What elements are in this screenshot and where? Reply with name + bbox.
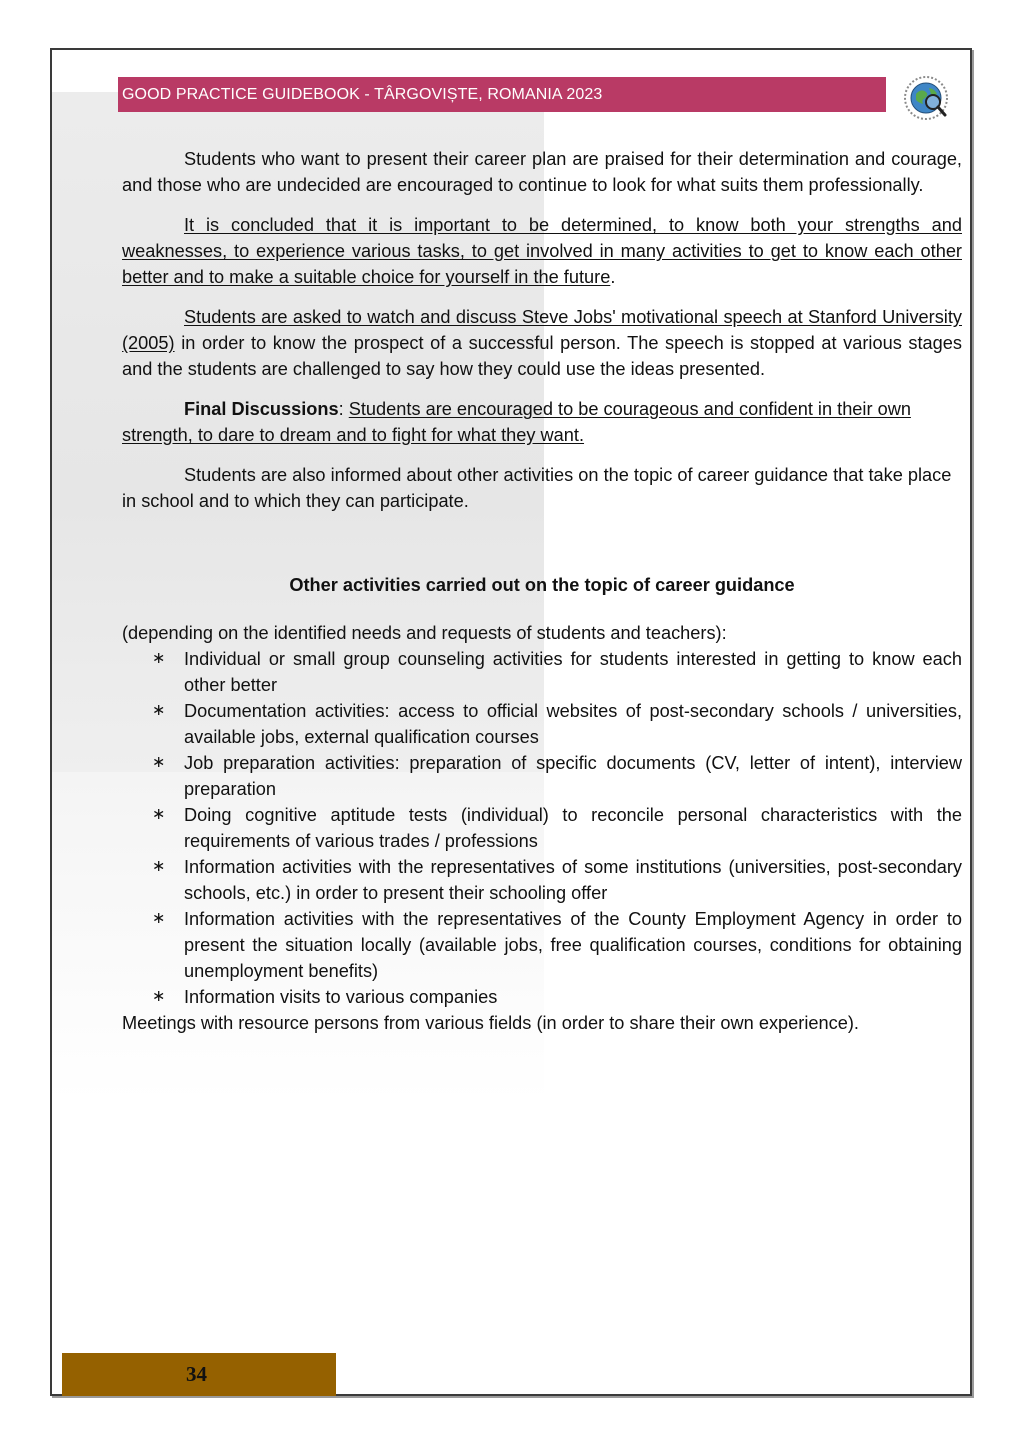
bullet-icon: ∗ bbox=[152, 650, 166, 667]
bullet-icon: ∗ bbox=[152, 988, 166, 1005]
activity-list bbox=[122, 646, 962, 1010]
list-item-text: Job preparation activities: preparation of specific documents (CV, letter of intent), interview preparation bbox=[184, 753, 962, 799]
list-item bbox=[152, 698, 962, 750]
section-closing: Meetings with resource persons from various fields (in order to share their own experience). bbox=[122, 1013, 859, 1033]
globe-magnifier-icon bbox=[902, 74, 950, 122]
final-discussions-text: Students are encouraged to be courageous and confident in their own strength, to dare to dream and to fight for what they want. bbox=[122, 399, 911, 445]
list-item-text: Individual or small group counseling activities for students interested in getting to know each other better bbox=[184, 649, 962, 695]
bullet-icon: ∗ bbox=[152, 806, 166, 823]
list-item bbox=[152, 802, 962, 854]
bullet-icon: ∗ bbox=[152, 910, 166, 927]
paragraph-career-plan: Students who want to present their career plan are praised for their determination and courage, and those who are undecided are encouraged to continue to look for what suits them professionally. bbox=[122, 149, 962, 195]
list-item bbox=[152, 984, 962, 1010]
list-item-text: Information activities with the representatives of the County Employment Agency in order to present the situation locally (available jobs, free qualification courses, conditions for obtaining unemployment benefits) bbox=[184, 909, 962, 981]
list-item-text: Information visits to various companies bbox=[184, 987, 498, 1007]
paragraph-other-activities-info: Students are also informed about other activities on the topic of career guidance that take place in school and to which they can participate. bbox=[122, 465, 952, 511]
list-item bbox=[152, 750, 962, 802]
header-title: GOOD PRACTICE GUIDEBOOK - TÂRGOVIȘTE, ROMANIA 2023 bbox=[118, 77, 886, 112]
final-discussions-colon: : bbox=[338, 399, 349, 419]
section-title: Other activities carried out on the topic of career guidance bbox=[289, 575, 795, 595]
paragraph-steve-jobs bbox=[122, 304, 962, 382]
list-item-text: Documentation activities: access to official websites of post-secondary schools / universities, available jobs, external qualification courses bbox=[184, 701, 962, 747]
final-discussions-label: Final Discussions bbox=[184, 399, 339, 419]
list-item bbox=[152, 646, 962, 698]
list-item bbox=[152, 854, 962, 906]
bullet-icon: ∗ bbox=[152, 702, 166, 719]
list-item-text: Doing cognitive aptitude tests (individual) to reconcile personal characteristics with the requirements of various trades / professions bbox=[184, 805, 962, 851]
list-item bbox=[152, 906, 962, 984]
conclusion-text: It is concluded that it is important to be determined, to know both your strengths and weaknesses, to experience various tasks, to get involved in many activities to get to know each other better and to make a suitable choice for yourself in the future bbox=[122, 215, 962, 287]
paragraph-conclusion bbox=[122, 212, 962, 290]
section-intro: (depending on the identified needs and requests of students and teachers): bbox=[122, 623, 727, 643]
steve-jobs-rest: in order to know the prospect of a successful person. The speech is stopped at various stages and the students are challenged to say how they could use the ideas presented. bbox=[122, 333, 962, 379]
page-content bbox=[122, 146, 962, 1036]
bullet-icon: ∗ bbox=[152, 754, 166, 771]
bullet-icon: ∗ bbox=[152, 858, 166, 875]
list-item-text: Information activities with the representatives of some institutions (universities, post-secondary schools, etc.) in order to present their schooling offer bbox=[184, 857, 962, 903]
page-number: 34 bbox=[186, 1362, 207, 1386]
conclusion-period: . bbox=[610, 267, 616, 287]
steve-jobs-link-text: Students are asked to watch and discuss Steve Jobs' motivational speech at Stanford University (2005) bbox=[122, 307, 962, 353]
paragraph-final-discussions bbox=[122, 396, 962, 448]
